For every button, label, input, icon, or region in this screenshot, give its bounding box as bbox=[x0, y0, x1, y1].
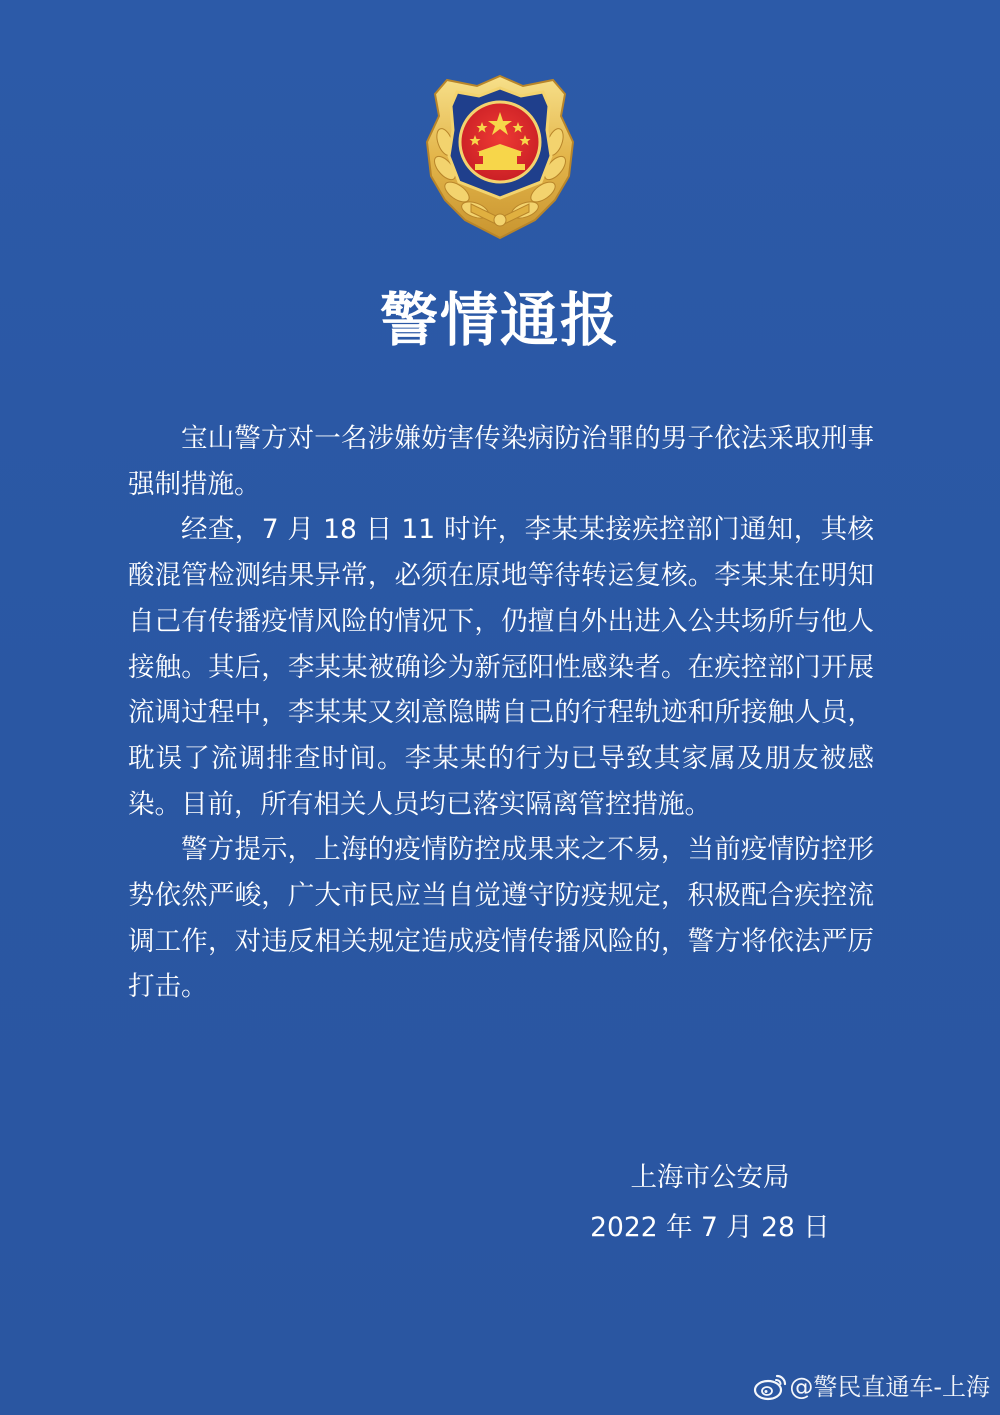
weibo-icon bbox=[753, 1372, 787, 1402]
issue-date: 2022 年 7 月 28 日 bbox=[590, 1212, 830, 1243]
signature-block bbox=[560, 1152, 860, 1254]
notice-body bbox=[128, 416, 874, 1010]
notice-paragraph: 经查，7 月 18 日 11 时许，李某某接疾控部门通知，其核酸混管检测结果异常，必须在原地等待转运复核。李某某在明知自己有传播疫情风险的情况下，仍擅自外出进入公共场所与他人接触。其后，李某某被确诊为新冠阳性感染者。在疾控部门开展流调过程中，李某某又刻意隐瞒自己的行程轨迹和所接触人员，耽误了流调排查时间。李某某的行为已导致其家属及朋友被感染。目前，所有相关人员均已落实隔离管控措施。 bbox=[128, 514, 874, 820]
police-emblem-icon bbox=[415, 72, 585, 242]
watermark-text: @警民直通车-上海 bbox=[789, 1373, 990, 1401]
issuer-name: 上海市公安局 bbox=[630, 1162, 790, 1193]
notice-title: 警情通报 bbox=[379, 286, 620, 354]
notice-paragraph: 警方提示，上海的疫情防控成果来之不易，当前疫情防控形势依然严峻，广大市民应当自觉遵守防疫规定，积极配合疾控流调工作，对违反相关规定造成疫情传播风险的，警方将依法严厉打击。 bbox=[128, 834, 874, 1003]
notice-paragraph: 宝山警方对一名涉嫌妨害传染病防治罪的男子依法采取刑事强制措施。 bbox=[128, 423, 874, 500]
weibo-watermark bbox=[753, 1367, 990, 1407]
